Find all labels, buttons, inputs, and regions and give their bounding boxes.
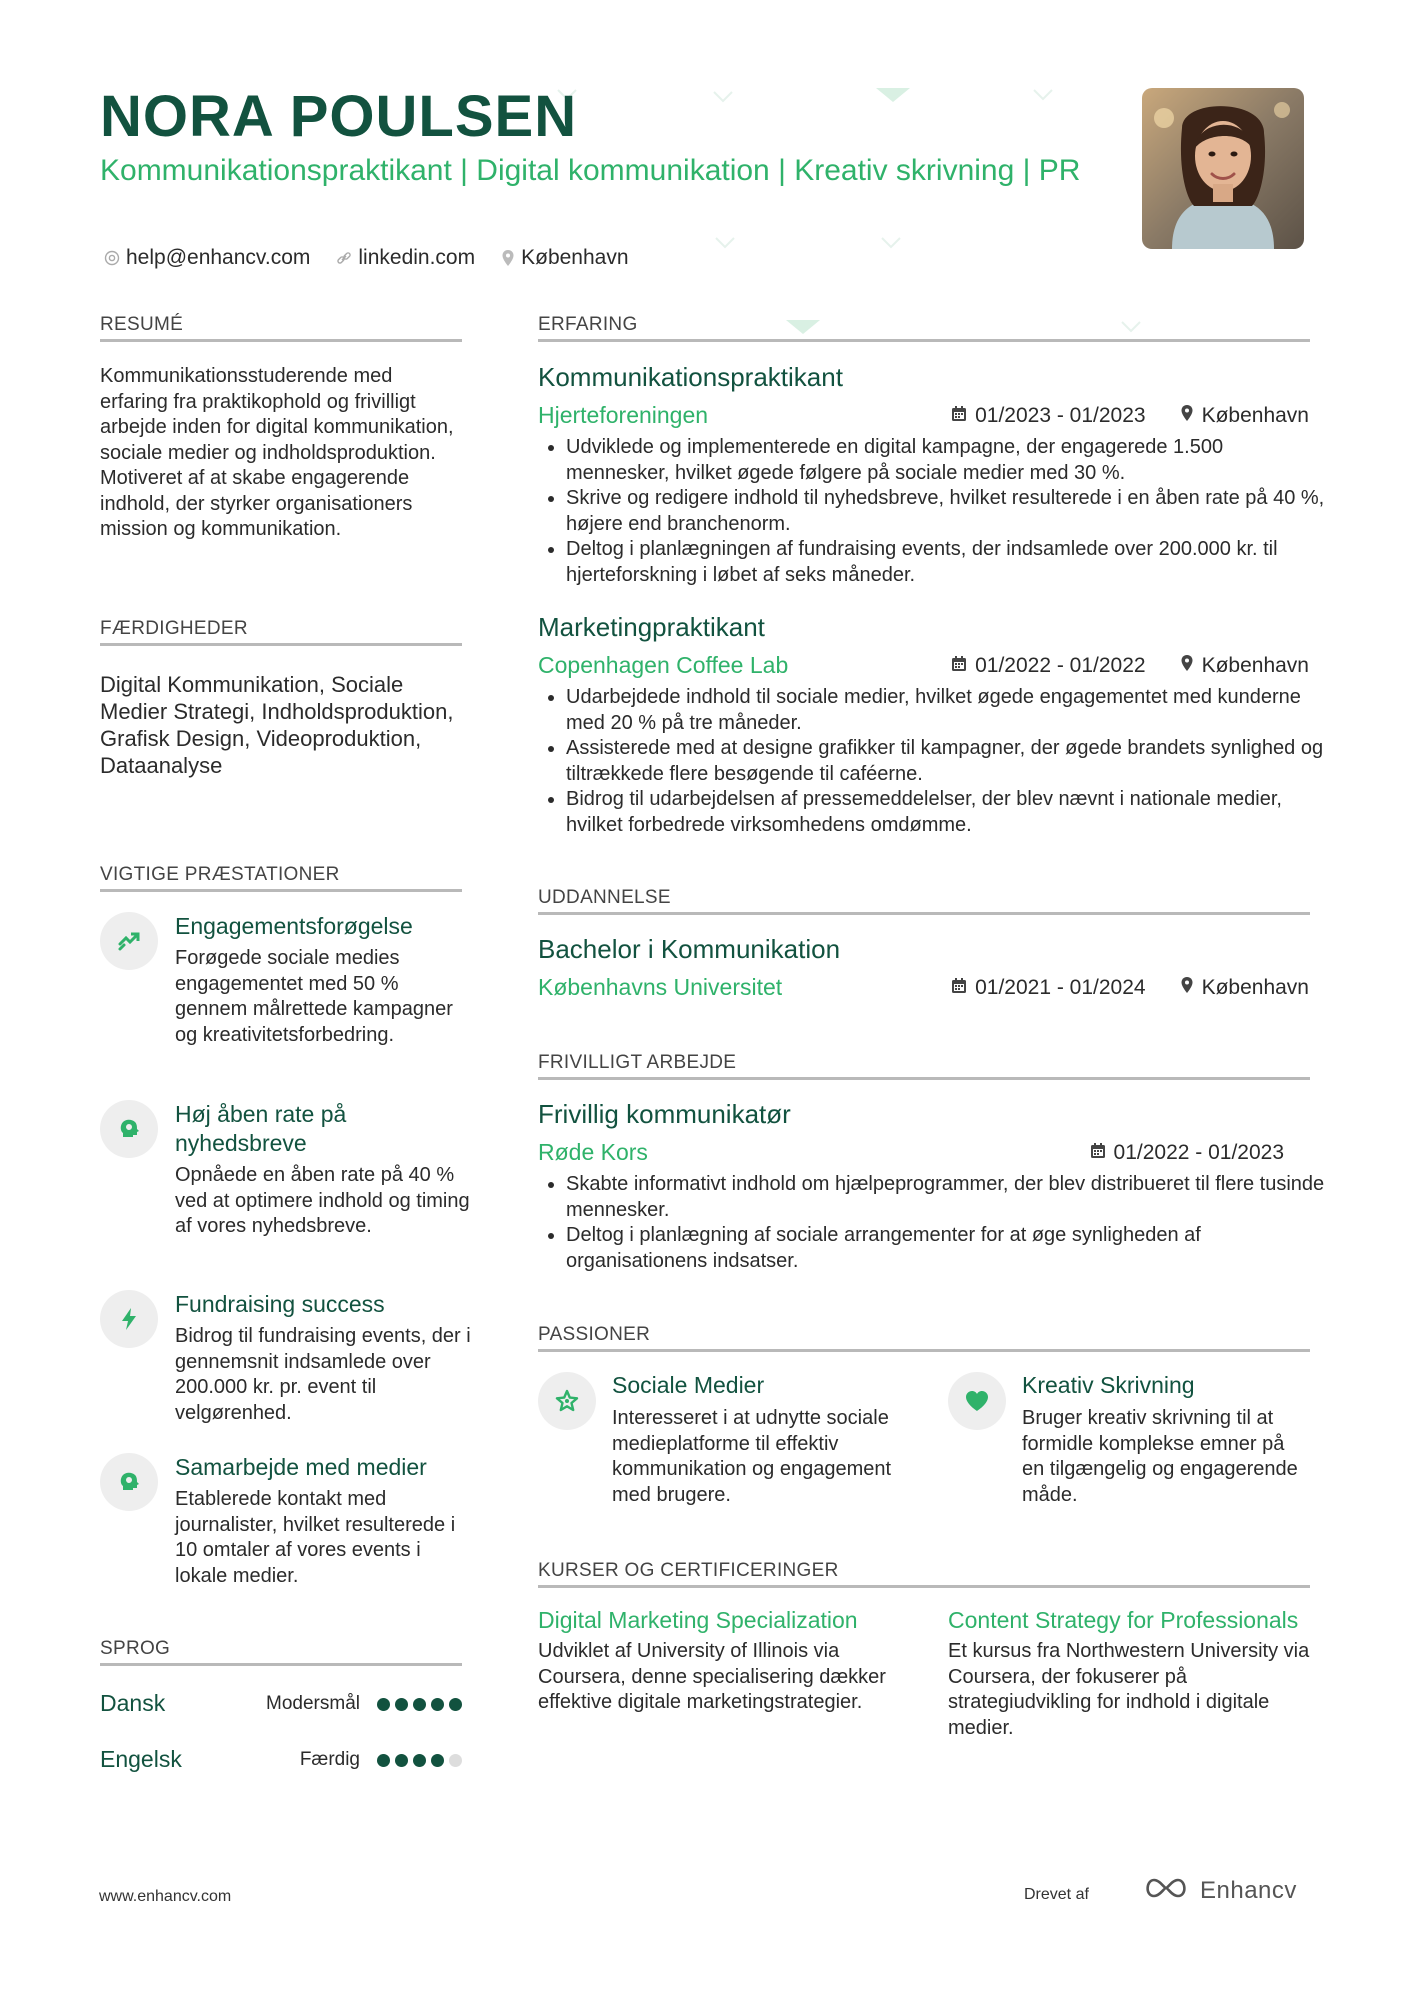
contact-linkedin[interactable] <box>336 246 475 270</box>
job-dates: 01/2023 - 01/2023 <box>975 404 1146 427</box>
languages-section-title: SPROG <box>100 1638 171 1659</box>
section-divider <box>100 643 462 646</box>
location-text: København <box>521 246 629 269</box>
bullet-item: • Udviklede og implementerede en digital kampagne, der engagerede 1.500 mennesker, hvilket øgede følgere på sociale medier med 30 %. <box>566 435 1328 486</box>
contact-location <box>501 246 628 270</box>
lightning-icon <box>100 1290 158 1348</box>
chevron-decoration-icon <box>880 236 902 258</box>
rating-dot-filled <box>377 1754 390 1767</box>
course-title: Content Strategy for Professionals <box>948 1607 1299 1633</box>
education-section-title: UDDANNELSE <box>538 887 671 908</box>
skills-text: Digital Kommunikation, Sociale Medier Strategi, Indholdsproduktion, Grafisk Design, Videoproduktion, Dataanalyse <box>100 672 454 778</box>
at-sign-icon <box>104 250 120 266</box>
rating-dot-filled <box>413 1754 426 1767</box>
trend-arrow-icon <box>100 912 158 970</box>
passion-title: Kreativ Skrivning <box>1022 1372 1195 1398</box>
language-name: Dansk <box>100 1690 166 1716</box>
section-divider <box>538 339 1310 342</box>
chevron-decoration-icon <box>1032 88 1054 110</box>
section-divider <box>100 1663 462 1666</box>
job-company: Copenhagen Coffee Lab <box>538 652 789 678</box>
volunteer-bullets <box>538 1172 1328 1274</box>
job-location: København <box>1201 404 1309 427</box>
section-divider <box>538 1585 1310 1588</box>
passion-desc: Bruger kreativ skrivning til at formidle komplekse emner på en tilgængelig og engagerende måde. <box>1022 1407 1298 1506</box>
location-pin-icon <box>1180 654 1194 678</box>
job-bullets <box>538 685 1328 838</box>
language-row <box>100 1690 462 1720</box>
bullet-item: • Assisterede med at designe grafikker til kampagner, der øgede brandets synlighed og tiltrækkede flere besøgende til caféerne. <box>566 736 1328 787</box>
rating-dot-filled <box>395 1698 408 1711</box>
rating-dot-filled <box>449 1698 462 1711</box>
footer-url[interactable]: www.enhancv.com <box>99 1888 232 1905</box>
footer-powered-by: Drevet af <box>1024 1886 1089 1903</box>
job-location: København <box>1201 654 1309 677</box>
chevron-decoration-icon <box>712 90 734 112</box>
location-pin-icon <box>1180 976 1194 1000</box>
achievement-desc: Opnåede en åben rate på 40 % ved at optimere indhold og timing af vores nyhedsbreve. <box>175 1164 470 1237</box>
skills-section-title: FÆRDIGHEDER <box>100 618 248 639</box>
section-divider <box>538 1349 1310 1352</box>
achievements-section-title: VIGTIGE PRÆSTATIONER <box>100 864 340 885</box>
achievement-desc: Etablerede kontakt med journalister, hvilket resulterede i 10 omtaler af vores events i lokale medier. <box>175 1488 456 1587</box>
achievement-item <box>100 1453 470 1593</box>
course-desc: Et kursus fra Northwestern University via Coursera, der fokuserer på strategiudvikling for indhold i digitale medier. <box>948 1640 1310 1739</box>
section-divider <box>100 889 462 892</box>
bullet-item: • Skabte informativt indhold om hjælpeprogrammer, der blev distribueret til flere tusinde mennesker. <box>566 1172 1328 1223</box>
achievement-item <box>100 912 470 1072</box>
section-divider <box>100 339 462 342</box>
bullet-item: • Deltog i planlægning af sociale arrangementer for at øge synligheden af organisationens indsatser. <box>566 1223 1328 1274</box>
bullet-item: • Skrive og redigere indhold til nyhedsbreve, hvilket resulterede i en åben rate på 40 %, højere end branchenorm. <box>566 486 1328 537</box>
footer-brand: Enhancv <box>1200 1876 1297 1904</box>
education-school: Københavns Universitet <box>538 974 783 1000</box>
linkedin-text: linkedin.com <box>358 246 476 269</box>
email-text: help@enhancv.com <box>126 246 311 269</box>
job-role: Kommunikationspraktikant <box>538 362 843 392</box>
passion-title: Sociale Medier <box>612 1372 765 1398</box>
bullet-item: • Bidrog til udarbejdelsen af pressemeddelelser, der blev nævnt i nationale medier, hvilket forbedrede virksomhedens omdømme. <box>566 787 1328 838</box>
heart-icon <box>948 1372 1006 1430</box>
passion-desc: Interesseret i at udnytte sociale medieplatforme til effektiv kommunikation og engagement med brugere. <box>612 1407 892 1506</box>
language-rating <box>377 1698 462 1711</box>
volunteer-org: Røde Kors <box>538 1139 648 1165</box>
chevron-decoration-icon <box>714 236 736 258</box>
achievement-title: Fundraising success <box>175 1291 385 1317</box>
achievement-item <box>100 1100 470 1260</box>
link-icon <box>336 250 352 266</box>
contact-bar <box>104 246 629 270</box>
volunteer-meta <box>1090 1141 1284 1165</box>
language-row <box>100 1746 462 1776</box>
star-icon <box>538 1372 596 1430</box>
head-idea-icon <box>100 1453 158 1511</box>
achievement-title: Engagementsforøgelse <box>175 913 413 939</box>
volunteer-role: Frivillig kommunikatør <box>538 1099 791 1129</box>
volunteer-dates: 01/2022 - 01/2023 <box>1113 1141 1284 1164</box>
passion-item <box>948 1372 1308 1512</box>
achievement-title: Samarbejde med medier <box>175 1454 427 1480</box>
rating-dot-filled <box>431 1698 444 1711</box>
education-meta <box>951 976 1309 1000</box>
section-divider <box>538 1077 1310 1080</box>
section-divider <box>538 912 1310 915</box>
head-idea-icon <box>100 1100 158 1158</box>
course-item <box>948 1606 1310 1741</box>
achievement-title: Høj åben rate på nyhedsbreve <box>175 1101 347 1156</box>
achievement-desc: Bidrog til fundraising events, der i gennemsnit indsamlede over 200.000 kr. pr. event til velgørenhed. <box>175 1325 471 1424</box>
bullet-item: • Udarbejdede indhold til sociale medier, hvilket øgede engagementet med kunderne med 20 % på tre måneder. <box>566 685 1328 736</box>
rating-dot-empty <box>449 1754 462 1767</box>
rating-dot-filled <box>413 1698 426 1711</box>
job-meta <box>951 404 1309 428</box>
job-bullets <box>538 435 1328 588</box>
location-pin-icon <box>501 249 515 267</box>
passion-item <box>538 1372 898 1512</box>
course-desc: Udviklet af University of Illinois via Coursera, denne specialisering dækker effektive digitale marketingstrategier. <box>538 1640 886 1713</box>
location-pin-icon <box>1180 404 1194 428</box>
volunteer-section-title: FRIVILLIGT ARBEJDE <box>538 1052 737 1073</box>
education-dates: 01/2021 - 01/2024 <box>975 976 1146 999</box>
language-rating <box>377 1754 462 1767</box>
rating-dot-filled <box>377 1698 390 1711</box>
education-location: København <box>1201 976 1309 999</box>
bullet-item: • Deltog i planlægningen af fundraising events, der indsamlede over 200.000 kr. til hjerteforskning i løbet af seks måneder. <box>566 537 1328 588</box>
course-title: Digital Marketing Specialization <box>538 1607 858 1633</box>
language-name: Engelsk <box>100 1746 182 1772</box>
passions-section-title: PASSIONER <box>538 1324 651 1345</box>
enhancv-logo[interactable] <box>1142 1876 1297 1905</box>
education-degree: Bachelor i Kommunikation <box>538 934 841 964</box>
triangle-decoration-icon <box>876 88 898 110</box>
achievement-desc: Forøgede sociale medies engagementet med 50 % gennem målrettede kampagner og kreativitetsforbedring. <box>175 947 453 1046</box>
calendar-icon <box>951 976 967 1000</box>
job-meta <box>951 654 1309 678</box>
infinity-logo-icon <box>1142 1876 1190 1905</box>
calendar-icon <box>1090 1141 1106 1165</box>
job-dates: 01/2022 - 01/2022 <box>975 654 1146 677</box>
calendar-icon <box>951 404 967 428</box>
course-item <box>538 1606 908 1716</box>
job-company: Hjerteforeningen <box>538 402 709 428</box>
achievement-item <box>100 1290 470 1430</box>
experience-section-title: ERFARING <box>538 314 638 335</box>
profile-photo <box>1142 88 1304 249</box>
courses-section-title: KURSER OG CERTIFICERINGER <box>538 1560 839 1581</box>
rating-dot-filled <box>431 1754 444 1767</box>
language-level: Færdig <box>299 1749 360 1770</box>
candidate-name: NORA POULSEN <box>100 84 578 149</box>
rating-dot-filled <box>395 1754 408 1767</box>
job-role: Marketingpraktikant <box>538 612 765 642</box>
language-level: Modersmål <box>266 1693 360 1714</box>
summary-text: Kommunikationsstuderende med erfaring fra praktikophold og frivilligt arbejde inden for digital kommunikation, sociale medier og indholdsproduktion. Motiveret af at skabe engagerende indhold, der styrker organisationers mission og kommunikation. <box>100 365 454 540</box>
contact-email[interactable] <box>104 246 310 270</box>
summary-section-title: RESUMÉ <box>100 314 184 335</box>
calendar-icon <box>951 654 967 678</box>
headline: Kommunikationspraktikant | Digital kommunikation | Kreativ skrivning | PR <box>100 154 1081 187</box>
